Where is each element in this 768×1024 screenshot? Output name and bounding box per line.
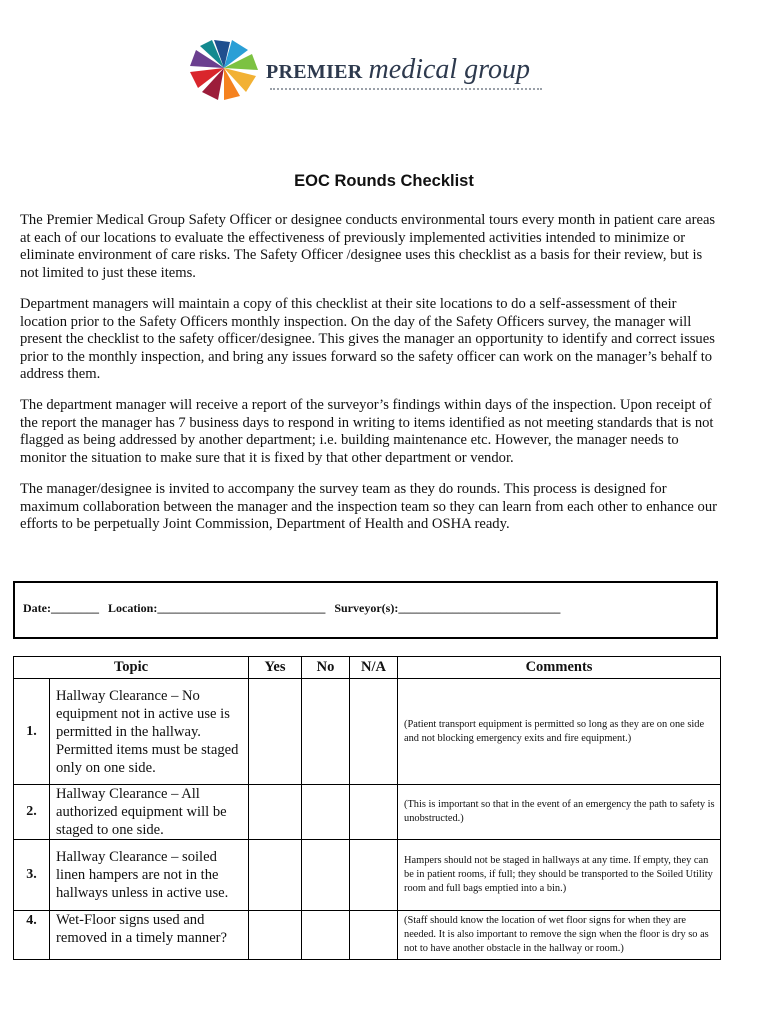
no-cell[interactable] [302,840,350,911]
row-topic: Hallway Clearance – All authorized equipment will be staged to one side. [50,785,249,840]
table-row [14,911,721,960]
no-cell[interactable] [302,785,350,840]
document-title: EOC Rounds Checklist [294,172,474,190]
no-cell[interactable] [302,911,350,960]
row-number: 2. [14,785,50,840]
header-na: N/A [350,657,398,679]
header-yes: Yes [249,657,302,679]
header-topic: Topic [14,657,249,679]
row-comment: (Staff should know the location of wet floor signs for when they are needed. It is also important to remove the sign when the floor is dry so as not to have another obstacle in the hallway or room.) [398,911,721,960]
table-header-row [14,657,721,679]
row-comment: Hampers should not be staged in hallways at any time. If empty, they can be in patient rooms, if full; they should be transported to the Soiled Utility room and full bags emptied into a bin.) [398,840,721,911]
row-comment: (This is important so that in the event of an emergency the path to safety is unobstructed.) [398,785,721,840]
na-cell[interactable] [350,840,398,911]
na-cell[interactable] [350,679,398,785]
brand-word-medical-group: medical group [368,54,531,85]
paragraph-collaboration: The manager/designee is invited to accompany the survey team as they do rounds. This process is designed for maximum collaboration between the manager and the inspection team so they can learn from each other to enhance our efforts to be perpetually Joint Commission, Department of Health and OSHA ready. [20,481,717,532]
paragraph-managers: Department managers will maintain a copy of this checklist at their site locations to do a self-assessment of their location prior to the Safety Officers monthly inspection. On the day of the Safety Officers survey, the manager will present the checklist to the safety officer/designee. This gives the manager an opportunity to identify and correct issues prior to the monthly inspection, and bring any issues forward so the safety officer can work on the manager’s behalf to address them. [20,296,715,382]
header-no: No [302,657,350,679]
brand-dotted-rule [270,88,542,90]
survey-info-box [13,581,718,639]
row-number: 4. [14,911,50,960]
na-cell[interactable] [350,911,398,960]
brand-word-premier: PREMIER [266,61,363,83]
row-topic: Hallway Clearance – No equipment not in active use is permitted in the hallway. Permitted items must be staged only on one side. [50,679,249,785]
row-topic: Wet-Floor signs used and removed in a timely manner? [50,911,249,960]
header-comments: Comments [398,657,721,679]
row-number: 1. [14,679,50,785]
premier-logo [188,38,548,102]
na-cell[interactable] [350,785,398,840]
yes-cell[interactable] [249,911,302,960]
row-comment: (Patient transport equipment is permitted so long as they are on one side and not blocking emergency exits and fire equipment.) [398,679,721,785]
paragraph-intro: The Premier Medical Group Safety Officer or designee conducts environmental tours every month in patient care areas at each of our locations to evaluate the effectiveness of previously implemented activities intended to minimize or eliminate environment of care risks. The Safety Officer /designee uses this checklist as a basis for their review, but is not limited to just these items. [20,212,716,281]
yes-cell[interactable] [249,785,302,840]
brand-name [266,54,530,86]
location-field[interactable]: Location:____________________________ [107,601,326,615]
pinwheel-logo-icon [188,38,260,102]
table-row [14,679,721,785]
paragraph-report: The department manager will receive a report of the surveyor’s findings within days of the inspection. Upon receipt of the report the manager has 7 business days to respond in writing to items identified as not meeting standards that is not flagged as being addressed by another department; i.e. building maintenance etc. However, the manager needs to monitor the situation to make sure that it is fixed by that other department or vendor. [20,397,714,466]
surveyor-field[interactable]: Surveyor(s):___________________________ [334,601,561,615]
yes-cell[interactable] [249,840,302,911]
row-topic: Hallway Clearance – soiled linen hampers are not in the hallways unless in active use. [50,840,249,911]
checklist-table [13,656,721,960]
table-row [14,785,721,840]
survey-info-line [23,601,560,616]
row-number: 3. [14,840,50,911]
yes-cell[interactable] [249,679,302,785]
table-row [14,840,721,911]
date-field[interactable]: Date:________ [23,601,99,615]
no-cell[interactable] [302,679,350,785]
